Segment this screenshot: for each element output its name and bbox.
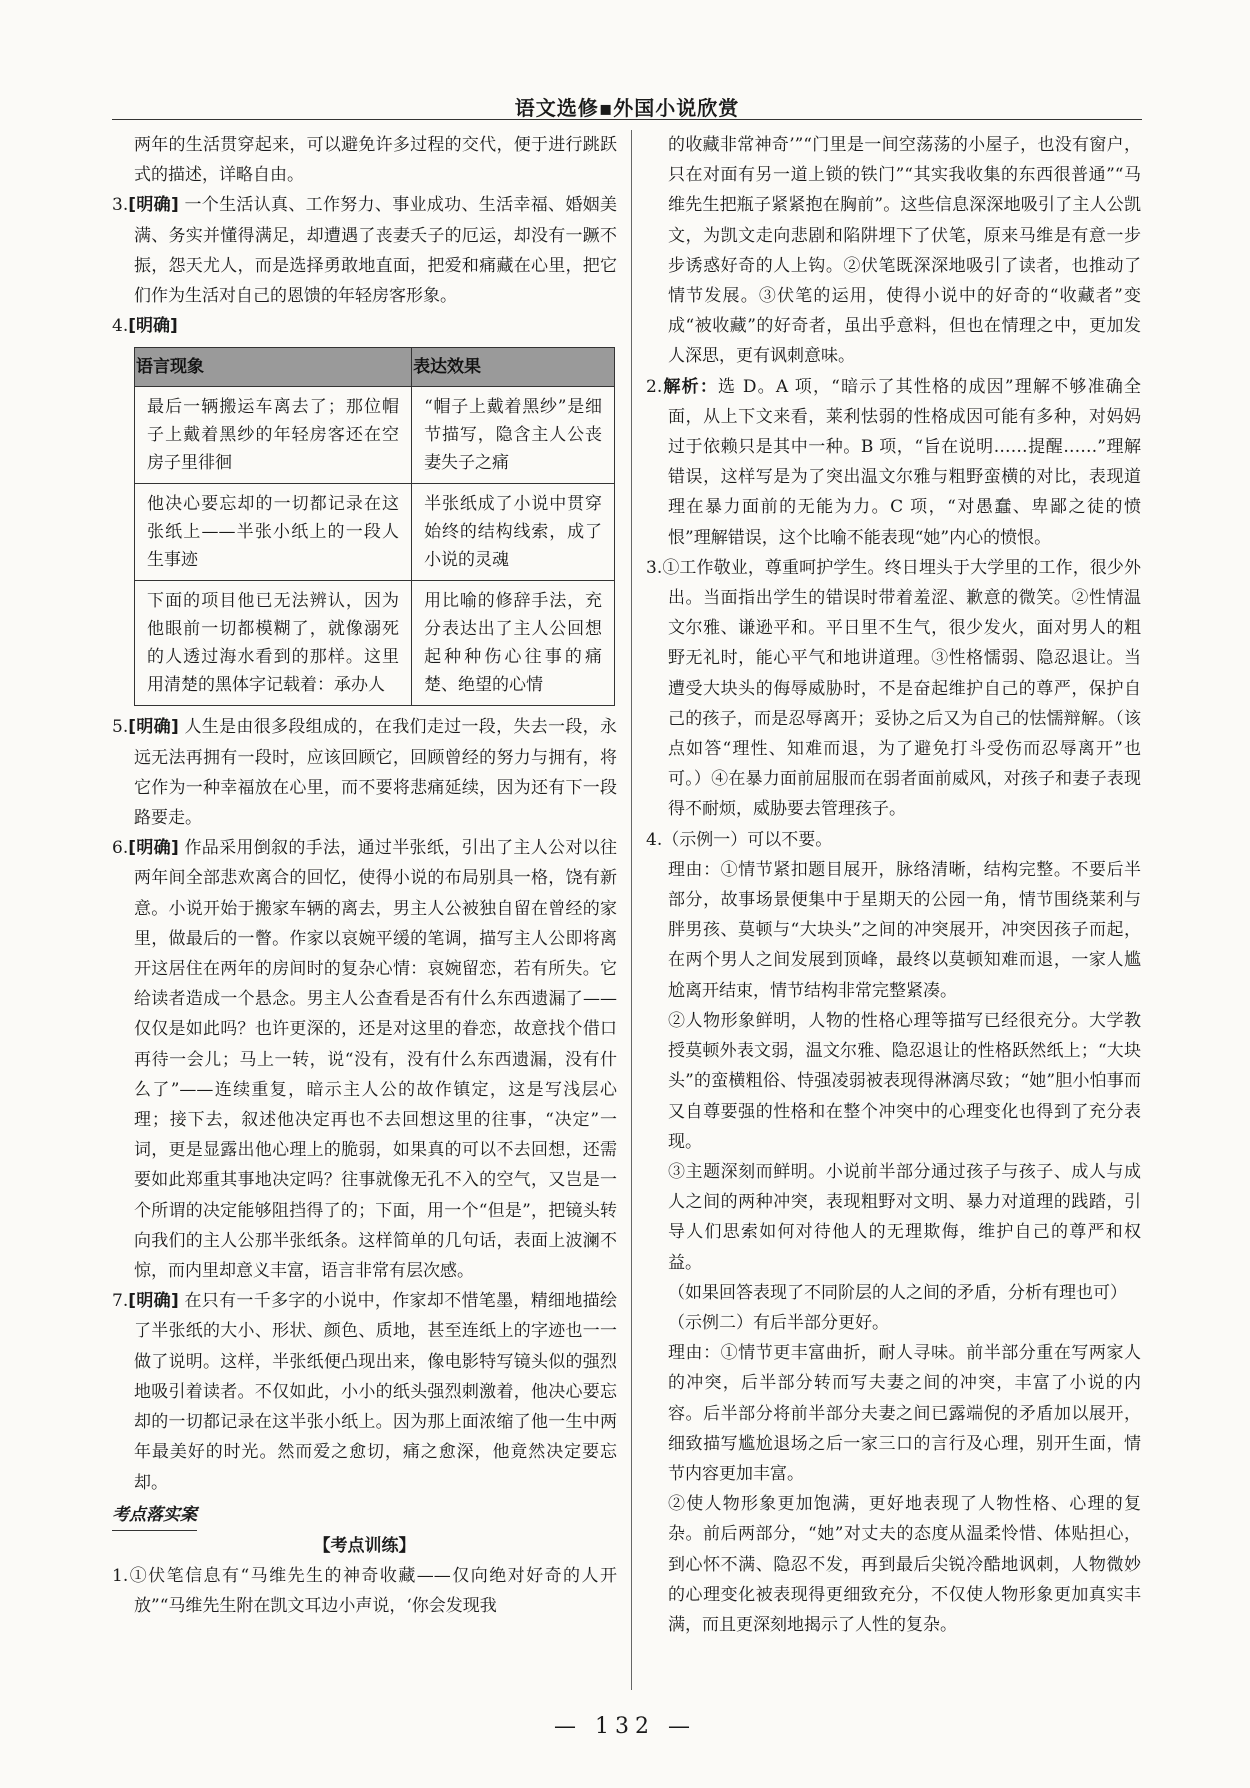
item-number: 1. (112, 1566, 129, 1587)
item-number: 6. (112, 838, 129, 859)
item-number: 5. (112, 717, 129, 738)
training-item-3 (646, 553, 1141, 825)
table-cell: 他决心要忘却的一切都记录在这张纸上——半张小纸上的一段人生事迹 (135, 484, 412, 581)
item-number: 7. (112, 1291, 129, 1312)
page-number: — 132 — (554, 1714, 696, 1739)
table-row (135, 484, 615, 581)
item-number: 3. (646, 557, 663, 578)
item-tag: [明确] (128, 195, 179, 216)
table-cell: 下面的项目他已无法辨认，因为他眼前一切都模糊了，就像溺死的人透过海水看到的那样。这里用清楚的黑体字记载着：承办人 (135, 581, 412, 706)
item-text: 人生是由很多段组成的，在我们走过一段，失去一段，永远无法再拥有一段时，应该回顾它，回顾曾经的努力与拥有，将它作为一种幸福放在心里，而不要将悲痛延续，因为还有下一段路要走。 (134, 717, 617, 829)
item-text: 一个生活认真、工作努力、事业成功、生活幸福、婚姻美满、务实并懂得满足，却遭遇了丧妻夭子的厄运，却没有一蹶不振，怨天尤人，而是选择勇敢地直面，把爱和痛藏在心里，把它们作为生活对自己的恩馈的年轻房客形象。 (134, 195, 617, 307)
answer-item-7 (112, 1286, 617, 1497)
table-row (135, 581, 615, 706)
paragraph: ②使人物形象更加饱满，更好地表现了人物性格、心理的复杂。前后两部分，“她”对丈夫的态度从温柔怜惜、体贴担心，到心怀不满、隐忍不发，再到最后尖锐冷酷地讽刺，人物微妙的心理变化被表现得更细致充分，不仅使人物形象更加真实丰满，而且更深刻地揭示了人性的复杂。 (668, 1494, 1141, 1635)
paragraph: 理由：①情节更丰富曲折，耐人寻味。前半部分重在写两家人的冲突，后半部分转而写夫妻之间的冲突，丰富了小说的内容。后半部分将前半部分夫妻之间已露端倪的矛盾加以展开，细致描写尴尬退场之后一家三口的言行及心理，别开生面，情节内容更加丰富。 (668, 1343, 1141, 1484)
paragraph: 的收藏非常神奇’”“门里是一间空荡荡的小屋子，也没有窗户，只在对面有另一道上锁的铁门”“其实我收集的东西很普通”“马维先生把瓶子紧紧抱在胸前”。这些信息深深地吸引了主人公凯文，为凯文走向悲剧和陷阱埋下了伏笔，原来马维是有意一步步诱惑好奇的人上钩。②伏笔既深深地吸引了读者，也推动了情节发展。③伏笔的运用，使得小说中的好奇的“收藏者”变成“被收藏”的好奇者，虽出乎意料，但也在情理之中，更加发人深思，更有讽刺意味。 (668, 135, 1141, 367)
answer-item-3 (112, 190, 617, 311)
header-divider (112, 119, 1142, 120)
item-text: 作品采用倒叙的手法，通过半张纸，引出了主人公对以往两年间全部悲欢离合的回忆，使得小说的布局别具一格，饶有新意。小说开始于搬家车辆的离去，男主人公被独自留在曾经的家里，做最后的一瞥。作家以哀婉平缓的笔调，描写主人公即将离开这居住在两年的房间时的复杂心情：哀婉留恋，若有所失。它给读者造成一个悬念。男主人公查看是否有什么东西遗漏了——仅仅是如此吗？也许更深的，还是对这里的眷恋，故意找个借口再待一会儿；马上一转，说“没有，没有什么东西遗漏，没有什么了”——连续重复，暗示主人公的故作镇定，这是写浅层心理；接下去，叙述他决定再也不去回想这里的往事，“决定”一词，更是显露出他心理上的脆弱，如果真的可以不去回想，还需要如此郑重其事地决定吗？往事就像无孔不入的空气，又岂是一个所谓的决定能够阻挡得了的；下面，用一个“但是”，把镜头转向我们的主人公那半张纸条。这样简单的几句话，表面上波澜不惊，而内里却意义丰富，语言非常有层次感。 (134, 838, 617, 1282)
table-cell: 用比喻的修辞手法，充分表达出了主人公回想起种种伤心往事的痛楚、绝望的心情 (412, 581, 615, 706)
paragraph: 两年的生活贯穿起来，可以避免许多过程的交代，便于进行跳跃式的描述，详略自由。 (134, 135, 617, 186)
item-text: 在只有一千多字的小说中，作家却不惜笔墨，精细地描绘了半张纸的大小、形状、颜色、质地，甚至连纸上的字迹也一一做了说明。这样，半张纸便凸现出来，像电影特写镜头似的强烈地吸引着读者。不仅如此，小小的纸头强烈刺激着，他决心要忘却的一切都记录在这半张小纸上。因为那上面浓缩了他一生中两年最美好的时光。然而爱之愈切，痛之愈深，他竟然决定要忘却。 (134, 1291, 617, 1493)
right-column (646, 130, 1141, 1640)
paragraph: （如果回答表现了不同阶层的人之间的矛盾，分析有理也可） (668, 1282, 1127, 1303)
training-item-1 (112, 1561, 617, 1621)
item-tag: [明确] (128, 1291, 179, 1312)
item-tag: [明确] (128, 316, 178, 337)
column-divider (631, 130, 632, 1690)
table-row (135, 387, 615, 484)
answer-item-5 (112, 712, 617, 833)
training-item-4 (646, 825, 1141, 855)
item-text: 选 D。A 项，“暗示了其性格的成因”理解不够准确全面，从上下文来看，莱利怯弱的性格成因可能有多种，对妈妈过于依赖只是其中一种。B 项，“旨在说明……提醒……”理解错误，这样写是为了突出温文尔雅与粗野蛮横的对比，表现道理在暴力面前的无能为力。C 项，“对愚蠢、卑鄙之徒的愤恨”理解错误，这个比喻不能表现“她”内心的愤恨。 (668, 376, 1141, 548)
table-header-effect: 表达效果 (412, 348, 615, 387)
paragraph: ②人物形象鲜明，人物的性格心理等描写已经很充分。大学教授莫顿外表文弱，温文尔雅、隐忍退让的性格跃然纸上；“大块头”的蛮横粗俗、恃强凌弱被表现得淋漓尽致；“她”胆小怕事而又自尊要强的性格和在整个冲突中的心理变化也得到了充分表现。 (668, 1010, 1141, 1152)
table-cell: 半张纸成了小说中贯穿始终的结构线索，成了小说的灵魂 (412, 484, 615, 581)
answer-item-4 (112, 311, 617, 341)
answer-table (134, 347, 615, 706)
table-cell: 最后一辆搬运车离去了；那位帽子上戴着黑纱的年轻房客还在空房子里徘徊 (135, 387, 412, 484)
item-tag: 解析： (662, 376, 719, 397)
table-cell: “帽子上戴着黑纱”是细节描写，隐含主人公丧妻失子之痛 (412, 387, 615, 484)
item-text: ①伏笔信息有“马维先生的神奇收藏——仅向绝对好奇的人开放”“马维先生附在凯文耳边小声说，‘你会发现我 (128, 1566, 617, 1617)
paragraph: ③主题深刻而鲜明。小说前半部分通过孩子与孩子、成人与成人之间的两种冲突，表现粗野对文明、暴力对道理的践踏，引导人们思索如何对待他人的无理欺侮，维护自己的尊严和权益。 (668, 1161, 1141, 1273)
item-tag: [明确] (128, 717, 179, 738)
subsection-title: 【考点训练】 (313, 1535, 416, 1556)
paragraph: （示例二）有后半部分更好。 (668, 1312, 889, 1333)
item-number: 4. (112, 316, 129, 337)
item-number: 2. (646, 376, 663, 397)
item-number: 4. (646, 829, 663, 850)
item-text: （示例一）可以不要。 (662, 829, 833, 850)
item-number: 3. (112, 195, 129, 216)
left-column (112, 130, 617, 1622)
paragraph: 理由：①情节紧扣题目展开，脉络清晰，结构完整。不要后半部分，故事场景便集中于星期天的公园一角，情节围绕莱利与胖男孩、莫顿与“大块头”之间的冲突展开，冲突因孩子而起，在两个男人之间发展到顶峰，最终以莫顿知难而退，一家人尴尬离开结束，情节结构非常完整紧凑。 (668, 859, 1141, 1001)
table-header-language: 语言现象 (135, 348, 412, 387)
page-header-title: 语文选修▪外国小说欣赏 (514, 96, 740, 120)
section-title: 考点落实案 (112, 1500, 197, 1531)
training-item-2 (646, 372, 1141, 553)
item-tag: [明确] (128, 838, 179, 859)
answer-item-6 (112, 833, 617, 1286)
item-text: ①工作敬业，尊重呵护学生。终日埋头于大学里的工作，很少外出。当面指出学生的错误时带着羞涩、歉意的微笑。②性情温文尔雅、谦逊平和。平日里不生气，很少发火，面对男人的粗野无礼时，能心平气和地讲道理。③性格懦弱、隐忍退让。当遭受大块头的侮辱威胁时，不是奋起维护自己的尊严，保护自己的孩子，而是忍辱离开；妥协之后又为自己的怯懦辩解。（该点如答“理性、知难而退，为了避免打斗受伤而忍辱离开”也可。）④在暴力面前屈服而在弱者面前威风，对孩子和妻子表现得不耐烦，威胁要去管理孩子。 (662, 557, 1141, 820)
